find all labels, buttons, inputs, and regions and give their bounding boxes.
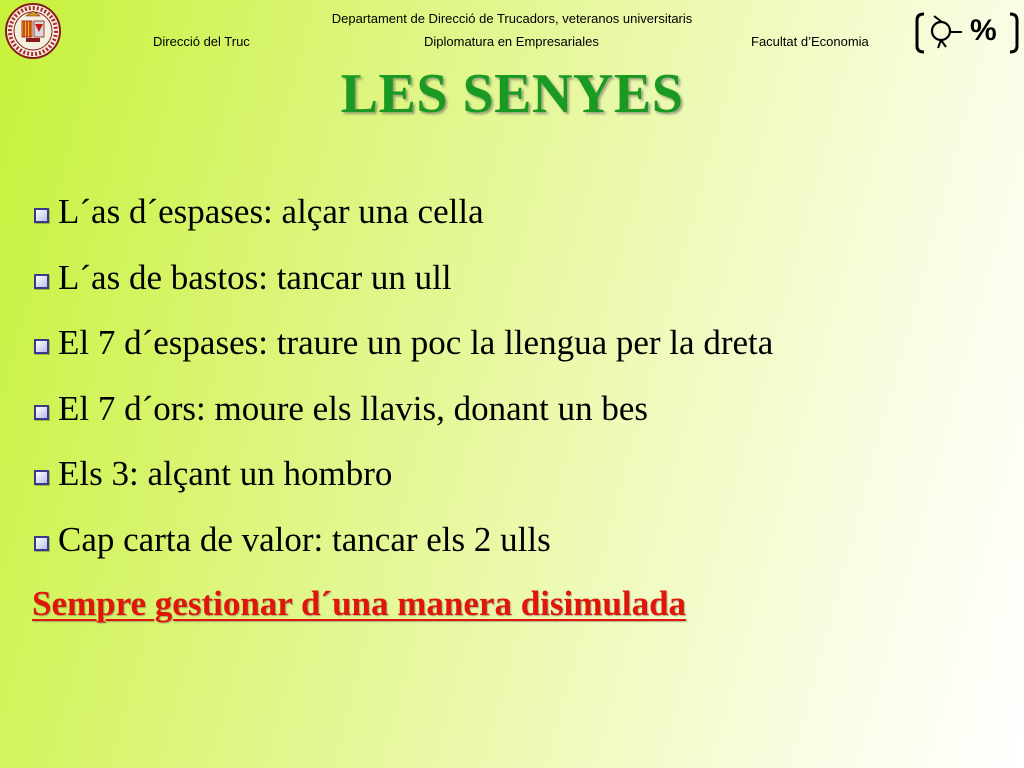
percent-symbol: % (970, 14, 997, 47)
list-item-text: L´as de bastos: tancar un ull (58, 257, 452, 297)
list-item (34, 192, 773, 258)
emphasis-note: Sempre gestionar d´una manera disimulada (32, 584, 687, 623)
department-name: Departament de Direcció de Trucadors, veteranos universitaris (331, 11, 693, 26)
checkbox-bullet-icon (34, 405, 49, 420)
page-title: LES SENYES (340, 63, 684, 125)
checkbox-bullet-icon (34, 536, 49, 551)
header-left-label: Direcció del Truc (153, 34, 250, 49)
department-logo (914, 10, 1020, 56)
checkbox-bullet-icon (34, 274, 49, 289)
checkbox-bullet-icon (34, 339, 49, 354)
list-item-text: L´as d´espases: alçar una cella (58, 192, 484, 231)
list-item (34, 389, 773, 455)
list-item-text: El 7 d´espases: traure un poc la llengua per la dreta (58, 323, 774, 362)
list-item (34, 520, 773, 586)
list-item (34, 454, 773, 520)
checkbox-bullet-icon (34, 208, 49, 223)
list-item-text: Els 3: alçant un hombro (58, 454, 393, 493)
list-item (34, 323, 773, 389)
senyes-list (34, 192, 773, 585)
header-right-label: Facultat d’Economia (751, 34, 869, 49)
list-item (34, 258, 773, 324)
list-item-text: Cap carta de valor: tancar els 2 ulls (58, 519, 551, 559)
list-item-text: El 7 d´ors: moure els llavis, donant un bes (58, 388, 649, 428)
header-center-label: Diplomatura en Empresariales (424, 34, 599, 49)
stick-figure-icon (914, 10, 1020, 56)
checkbox-bullet-icon (34, 470, 49, 485)
